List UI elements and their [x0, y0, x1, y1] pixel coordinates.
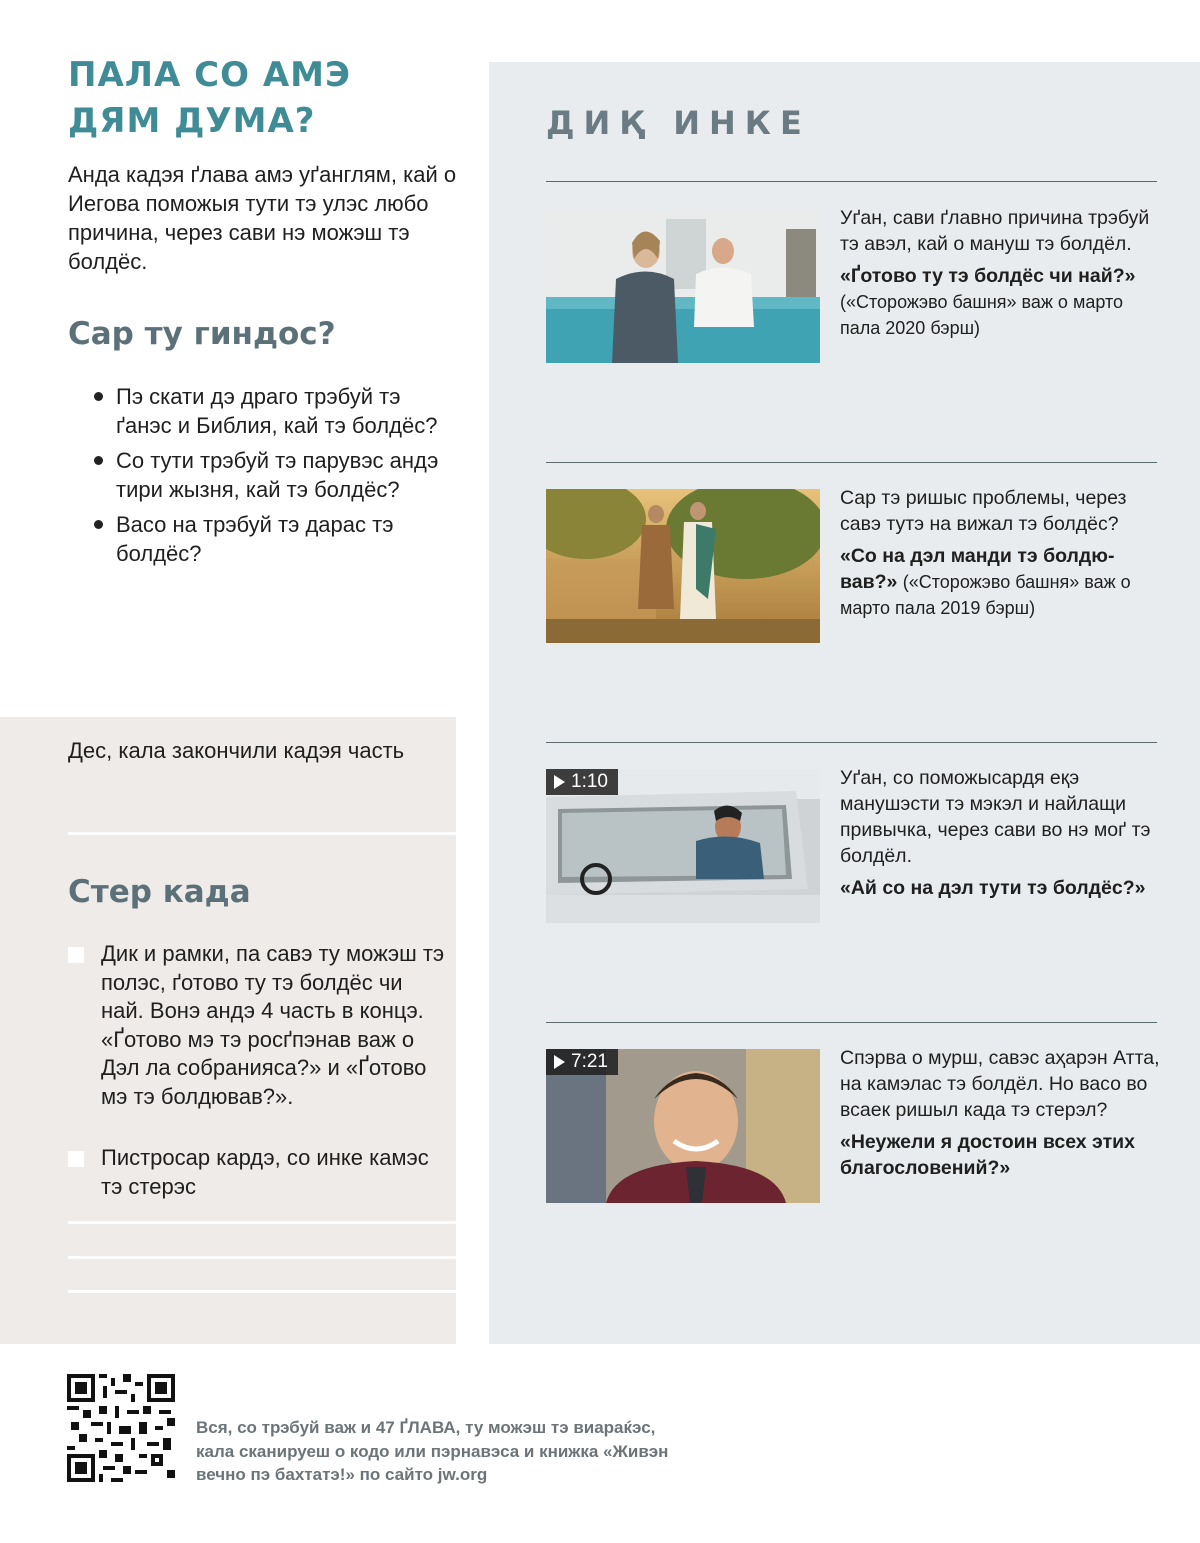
- qr-code-icon[interactable]: [67, 1374, 175, 1482]
- intro-paragraph: Анда кадэя ґлава амэ уґанглям, кай о Иегова поможыя тути тэ улэс любо причина, через сави нэ можэш тэ болдёс.: [68, 162, 457, 274]
- list-item: Со тути трэбуй тэ парувэс андэ тири жызня, кай тэ болдёс?: [92, 447, 462, 504]
- bullet-icon: [94, 520, 103, 529]
- item-title-link[interactable]: «Со на дэл манди тэ болдю-вав?» («Сторожэво башня» важ о марто пала 2019 бэрш): [840, 545, 1131, 618]
- goal-item: Пистросар кардэ, со инке камэс тэ стерэс: [68, 1144, 448, 1201]
- checkbox[interactable]: [68, 947, 84, 963]
- goals-checklist: [68, 940, 448, 1201]
- bullet-icon: [94, 456, 103, 465]
- list-item: Пэ скати дэ драго трэбуй тэ ґанэс и Библия, кай тэ болдёс?: [92, 383, 462, 440]
- item-title-link[interactable]: «Ґотово ту тэ болдёс чи най?»: [840, 265, 1136, 287]
- video-duration-badge: 7:21: [546, 1049, 618, 1075]
- item-source: («Сторожэво башня» важ о марто пала 2019 бэрш): [840, 572, 1131, 618]
- list-item: [840, 205, 1160, 341]
- goal-item: Дик и рамки, па савэ ту можэш тэ полэс, ґотово ту тэ болдёс чи най. Вонэ андэ 4 часть в концэ. «Ґотово мэ тэ росґпэнав важ о Дэл ла собранияса?» и «Ґотово мэ тэ болдював?».: [68, 940, 448, 1111]
- item-title-link[interactable]: «Ай со на дэл тути тэ болдёс?»: [840, 877, 1146, 899]
- divider: [546, 742, 1157, 743]
- see-more-title: ДИҚ ИНКЕ: [546, 104, 811, 142]
- completed-label: Дес, кала закончили кадэя часть: [68, 738, 405, 763]
- list-item: [840, 765, 1160, 901]
- divider: [546, 462, 1157, 463]
- divider: [546, 1022, 1157, 1023]
- baptism-photo[interactable]: [546, 209, 820, 363]
- play-icon: [554, 775, 565, 789]
- section-heading: ПАЛА СО АМЭ ДЯМ ДУМА?: [68, 55, 351, 141]
- checkbox[interactable]: [68, 1151, 84, 1167]
- video-man-smiling[interactable]: [546, 1049, 820, 1203]
- divider: [68, 832, 456, 835]
- item-title-link[interactable]: «Неужели я достоин всех этих благословений?»: [840, 1131, 1135, 1179]
- video-driver[interactable]: [546, 769, 820, 923]
- writing-line: [68, 1256, 456, 1259]
- item-description: Уґан, сави ґлавно причина трэбуй тэ авэл, кай о мануш тэ болдёл.: [840, 207, 1150, 255]
- list-item: [840, 1045, 1160, 1181]
- question-list: [92, 383, 462, 575]
- bullet-icon: [94, 392, 103, 401]
- writing-line: [68, 1221, 456, 1224]
- footer-note: Вся, со трэбуй важ и 47 ҐЛАВА, ту можэш тэ виараќэс, кала сканируеш о кодо или пэрнавэса и книжка «Живэн вечно пэ бахтатэ!» по сайто jw.org: [196, 1418, 669, 1484]
- item-source: («Сторожэво башня» важ о марто пала 2020 бэрш): [840, 292, 1123, 338]
- video-duration-badge: 1:10: [546, 769, 618, 795]
- list-item: [840, 485, 1160, 621]
- item-description: Уґан, со поможысардя еқэ манушэсти тэ мэкэл и найлащи привычка, через сави во нэ моґ тэ болдёл.: [840, 767, 1151, 867]
- list-item: Васо на трэбуй тэ дарас тэ болдёс?: [92, 511, 462, 568]
- painting-illustration[interactable]: [546, 489, 820, 643]
- divider: [546, 181, 1157, 182]
- item-description: Сар тэ ришыс проблемы, через савэ тутэ на вижал тэ болдёс?: [840, 487, 1127, 535]
- item-description: Спэрва о мурш, савэс аҳарэн Атта, на камэлас тэ болдёл. Но васо во всаек ришыл када тэ стерэл?: [840, 1047, 1160, 1121]
- writing-line: [68, 1290, 456, 1293]
- questions-title: Сар ту гиндос?: [68, 316, 336, 352]
- play-icon: [554, 1055, 565, 1069]
- goals-title: Стер када: [68, 874, 251, 910]
